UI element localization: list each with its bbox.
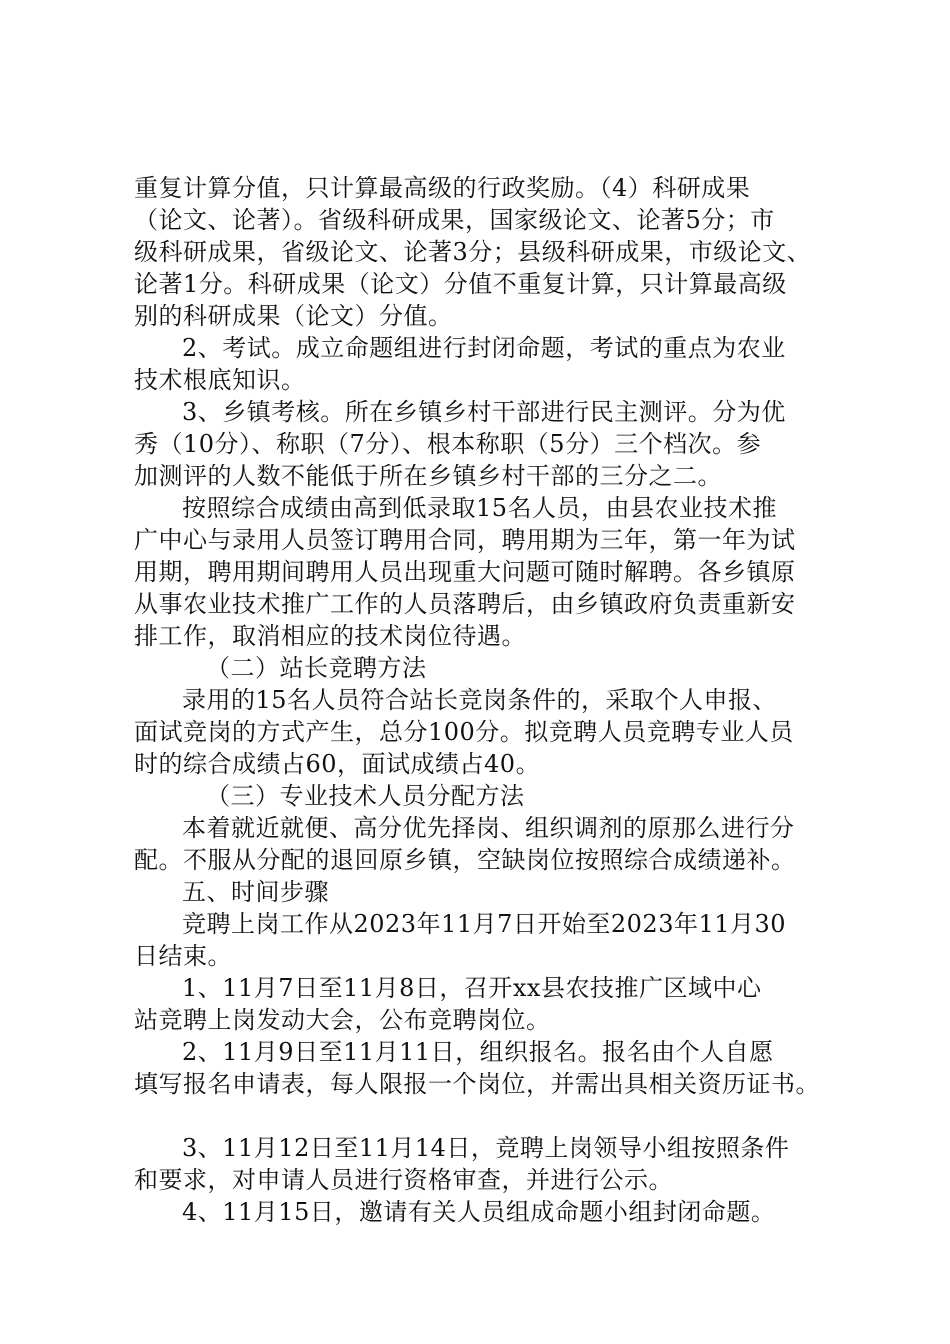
text-line: 本着就近就便、高分优先择岗、组织调剂的原那么进行分 (182, 814, 795, 842)
text-line: 配。不服从分配的退回原乡镇，空缺岗位按照综合成绩递补。 (134, 846, 796, 874)
text-line: 秀（10分）、称职（7分）、根本称职（5分）三个档次。参 (134, 430, 762, 458)
text-line: 广中心与录用人员签订聘用合同，聘用期为三年，第一年为试 (134, 526, 796, 554)
text-line: 填写报名申请表，每人限报一个岗位，并需出具相关资历证书。 (134, 1070, 820, 1098)
text-line: 级科研成果，省级论文、论著3分；县级科研成果，市级论文、 (134, 238, 812, 266)
text-line: 别的科研成果（论文）分值。 (134, 302, 453, 330)
text-line: 竞聘上岗工作从2023年11月7日开始至2023年11月30 (182, 910, 787, 938)
text-line: （论文、论著）。省级科研成果，国家级论文、论著5分；市 (134, 206, 775, 234)
text-line: 日结束。 (134, 942, 232, 970)
text-line: 和要求，对申请人员进行资格审查，并进行公示。 (134, 1166, 673, 1194)
text-line: 五、时间步骤 (182, 878, 329, 906)
text-line: 3、乡镇考核。所在乡镇乡村干部进行民主测评。分为优 (182, 398, 786, 426)
text-line: 技术根底知识。 (134, 366, 306, 394)
text-line: 排工作，取消相应的技术岗位待遇。 (134, 622, 526, 650)
text-line: 站竞聘上岗发动大会，公布竞聘岗位。 (134, 1006, 551, 1034)
text-line: 4、11月15日，邀请有关人员组成命题小组封闭命题。 (182, 1198, 776, 1226)
text-line: 论著1分。科研成果（论文）分值不重复计算，只计算最高级 (134, 270, 787, 298)
text-line: 用期，聘用期间聘用人员出现重大问题可随时解聘。各乡镇原 (134, 558, 796, 586)
blank-line (134, 1100, 854, 1132)
text-line: 录用的15名人员符合站长竞岗条件的，采取个人申报、 (182, 686, 778, 714)
text-line: 重复计算分值，只计算最高级的行政奖励。（4）科研成果 (134, 174, 751, 202)
text-line: 2、11月9日至11月11日，组织报名。报名由个人自愿 (182, 1038, 774, 1066)
text-line: 按照综合成绩由高到低录取15名人员，由县农业技术推 (182, 494, 778, 522)
document-body (134, 172, 854, 1228)
text-line: 面试竞岗的方式产生，总分100分。拟竞聘人员竞聘专业人员 (134, 718, 794, 746)
text-line: 加测评的人数不能低于所在乡镇乡村干部的三分之二。 (134, 462, 722, 490)
text-line: 2、考试。成立命题组进行封闭命题，考试的重点为农业 (182, 334, 786, 362)
text-line: （三）专业技术人员分配方法 (206, 782, 525, 810)
text-line: （二）站长竞聘方法 (206, 654, 427, 682)
text-line: 1、11月7日至11月8日，召开xx县农技推广区域中心 (182, 974, 762, 1002)
text-line: 从事农业技术推广工作的人员落聘后，由乡镇政府负责重新安 (134, 590, 796, 618)
text-line: 3、11月12日至11月14日，竞聘上岗领导小组按照条件 (182, 1134, 790, 1162)
text-line: 时的综合成绩占60，面试成绩占40。 (134, 750, 541, 778)
